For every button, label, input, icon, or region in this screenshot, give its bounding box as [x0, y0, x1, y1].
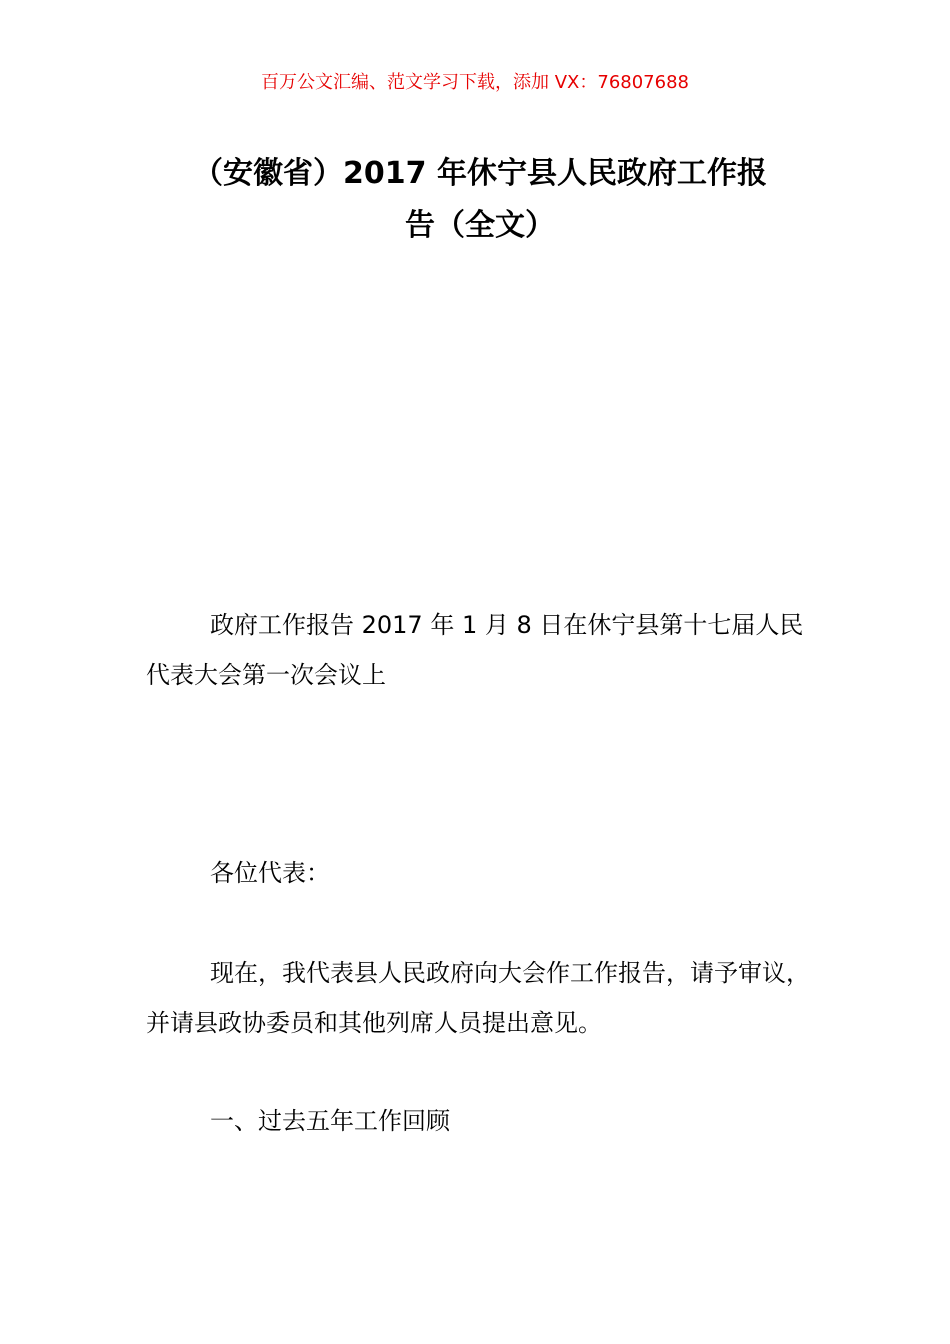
section-heading: 一、过去五年工作回顾	[210, 1107, 450, 1135]
document-title-line2: 告（全文）	[405, 208, 555, 243]
document-title	[140, 148, 820, 252]
document-title-line1: （安徽省）2017 年休宁县人民政府工作报	[193, 156, 767, 191]
opening-paragraph: 现在，我代表县人民政府向大会作工作报告，请予审议，并请县政协委员和其他列席人员提出意见。	[146, 959, 810, 1037]
intro-paragraph: 政府工作报告 2017 年 1 月 8 日在休宁县第十七届人民代表大会第一次会议上	[146, 611, 804, 689]
greeting-paragraph: 各位代表：	[210, 859, 330, 887]
header-watermark-note: 百万公文汇编、范文学习下载，添加 VX：76807688	[261, 72, 689, 93]
